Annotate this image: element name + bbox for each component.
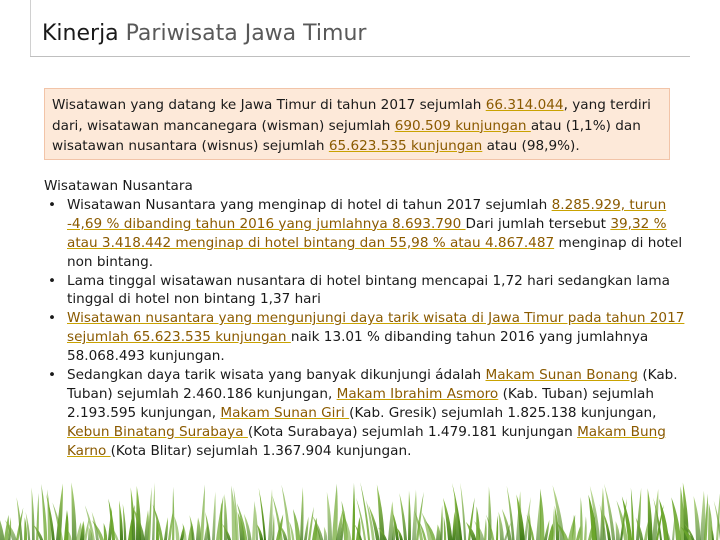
grass-blade — [300, 487, 304, 540]
bullet-marker: • — [47, 310, 57, 327]
grass-blade — [694, 496, 701, 540]
section-heading: Wisatawan Nusantara — [44, 178, 193, 194]
page-title — [42, 20, 366, 48]
summary-text: atau (1,1%) dan wisatawan nusantara (wisnus) sejumlah — [52, 117, 641, 154]
summary-text: , yang terdiri dari, wisatawan mancanegara (wisman) sejumlah — [52, 97, 651, 134]
grass-blade — [644, 522, 648, 540]
link-makam-bung-karno[interactable]: Makam Bung Karno — [67, 423, 666, 459]
bullet-text: (Kab. Tuban) sejumlah 2.193.595 kunjungan, — [67, 385, 655, 421]
bullet-text: Dari jumlah tersebut — [465, 215, 611, 232]
grass-blade — [631, 488, 634, 540]
bullet-text: menginap di hotel non bintang. — [67, 234, 683, 270]
grass-blade — [119, 500, 123, 540]
bullet-attraction-visits — [44, 309, 700, 366]
grass-blade — [200, 484, 205, 540]
grass-blade — [32, 487, 35, 540]
grass-blade — [352, 483, 355, 540]
bullet-text: Lama tinggal wisatawan nusantara di hotel bintang mencapai 1,72 hari sedangkan lama tinggal di hotel non bintang 1,37 hari — [67, 272, 670, 308]
grass-blade — [544, 520, 549, 540]
grass-blade — [484, 519, 487, 540]
bullet-marker: • — [47, 272, 57, 289]
grass-blade — [252, 501, 256, 540]
grass-blade — [148, 487, 152, 540]
grass-blade — [293, 509, 300, 540]
link-makam-ibrahim-asmoro[interactable]: Makam Ibrahim Asmoro — [336, 385, 499, 402]
title-rule — [30, 56, 690, 57]
grass-blade — [174, 516, 179, 540]
grass-blade — [576, 526, 581, 540]
page-title-rest: Pariwisata Jawa Timur — [118, 21, 367, 46]
bullet-length-of-stay — [44, 272, 700, 310]
bullet-text: naik 13.01 % dibanding tahun 2016 yang jumlahnya 58.068.493 kunjungan. — [67, 329, 649, 365]
grass-blade — [440, 505, 443, 540]
grass-blade — [255, 506, 258, 540]
grass-decoration — [0, 472, 720, 540]
link-makam-sunan-bonang[interactable]: Makam Sunan Bonang — [485, 367, 639, 384]
summary-link-total[interactable]: 66.314.044 — [485, 97, 564, 113]
bullet-top-attractions — [44, 366, 700, 461]
bullet-text: Wisatawan Nusantara yang menginap di hotel di tahun 2017 sejumlah — [67, 196, 552, 213]
grass-blade — [71, 482, 76, 540]
grass-blade — [327, 492, 332, 540]
page-title-bold: Kinerja — [42, 21, 119, 46]
grass-blade — [104, 523, 108, 540]
grass-blade — [498, 512, 504, 540]
grass-blade — [616, 521, 620, 540]
grass-blade — [580, 497, 583, 540]
grass-blade — [123, 504, 127, 540]
grass-blade — [584, 516, 587, 540]
summary-text: atau (98,9%). — [482, 138, 580, 154]
link-makam-sunan-giri[interactable]: Makam Sunan Giri — [220, 404, 350, 421]
bullet-link-hotel-split[interactable]: 39,32 % atau 3.418.442 menginap di hotel bintang dan 55,98 % atau 4.867.487 — [67, 215, 667, 251]
grass-blades — [0, 482, 720, 540]
summary-link-wisnus[interactable]: 65.623.535 kunjungan — [328, 138, 483, 154]
grass-blade — [540, 489, 544, 540]
summary-link-wisman[interactable]: 690.509 kunjungan — [394, 117, 531, 134]
summary-box — [44, 88, 670, 160]
bullet-list — [44, 196, 700, 461]
bullet-link-hotel-total[interactable]: 8.285.929, turun -4,69 % dibanding tahun 2016 yang jumlahnya 8.693.790 — [67, 196, 667, 232]
grass-blade — [196, 517, 201, 540]
summary-text: Wisatawan yang datang ke Jawa Timur di tahun 2017 sejumlah — [52, 97, 486, 113]
grass-blade — [444, 517, 446, 540]
grass-blade — [332, 484, 338, 540]
bullet-marker: • — [47, 367, 57, 384]
grass-blade — [496, 516, 498, 540]
grass-blade — [324, 527, 327, 540]
title-vertical-rule — [30, 0, 31, 56]
grass-blade — [172, 487, 174, 540]
bullet-text: (Kab. Gresik) sejumlah 1.825.138 kunjungan, — [349, 404, 657, 421]
bullet-text: (Kota Surabaya) sejumlah 1.479.181 kunjungan — [247, 423, 578, 440]
bullet-hotel-stays — [44, 196, 700, 272]
grass-blade — [604, 484, 615, 540]
bullet-text: Sedangkan daya tarik wisata yang banyak dikunjungi ádalah — [67, 367, 486, 384]
grass-blade — [0, 505, 5, 540]
grass-blade — [212, 492, 216, 540]
bullet-marker: • — [47, 196, 57, 213]
grass-blade — [648, 488, 653, 540]
bullet-text: (Kota Blitar) sejumlah 1.367.904 kunjungan. — [110, 442, 412, 459]
bullet-text: (Kab. Tuban) sejumlah 2.460.186 kunjungan, — [67, 367, 678, 402]
link-kebun-binatang-surabaya[interactable]: Kebun Binatang Surabaya — [67, 423, 248, 440]
grass-blade — [304, 516, 309, 540]
grass-blade — [408, 491, 411, 540]
grass-blade — [436, 524, 441, 540]
grass-blade — [268, 489, 273, 540]
bullet-link-attraction-visits[interactable]: Wisatawan nusantara yang mengunjungi daya tarik wisata di Jawa Timur pada tahun 2017 sejumlah 65.623.535 kunjungan — [67, 310, 685, 346]
grass-blade — [164, 517, 168, 540]
wisnus-section — [44, 177, 700, 461]
grass-blade — [41, 484, 47, 540]
